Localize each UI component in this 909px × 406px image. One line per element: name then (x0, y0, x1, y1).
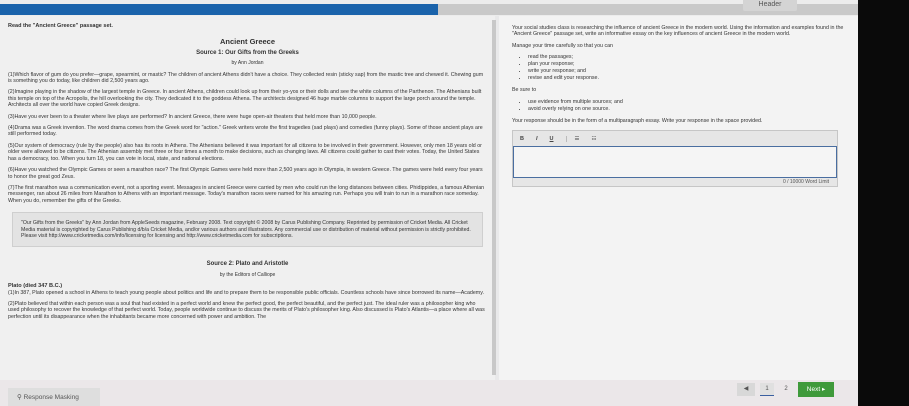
instruction: Read the "Ancient Greece" passage set. (8, 23, 113, 29)
list-item: • revise and edit your response. (528, 75, 845, 81)
source2-title: Source 2: Plato and Aristotle (206, 261, 289, 268)
mask-icon: ⚲ (17, 394, 24, 401)
response-masking-label: Response Masking (23, 394, 79, 401)
response-textarea[interactable] (513, 146, 837, 178)
list-item: • write your response; and (528, 68, 845, 74)
bulleted-list-icon[interactable]: ☰ (566, 136, 580, 142)
editor-toolbar (513, 131, 837, 146)
source2-byline: by the Editors of Calliope (219, 271, 276, 278)
paragraph: (2)Imagine playing in the shadow of the largest temple in Greece. In ancient Athens, children could look up from their yo-yos or their dolls and see the white columns of the Parthenon. The Athenians built this temple on top of the Acropolis, the hill overlooking the city. They dedicated it to the goddess Athena. The architects designed 46 huge marble columns to support the large porch around the temple. Architects all over the world have copied Greek designs. (8, 89, 482, 109)
paragraph: (3)Have you ever been to a theater where live plays are performed? In ancient Greece, there were huge open-air theaters that held more than 10,000 people. (8, 113, 377, 120)
paragraph: (1)In 387, Plato opened a school in Athens to teach young people about politics and life and to prepare them to be responsible public officials. Countless schools have since borrowed its name—Academy. (8, 289, 484, 296)
bold-button[interactable]: B (520, 135, 524, 142)
paragraph: (4)Drama was a Greek invention. The word drama comes from the Greek word for "action." Greek writers wrote the first tragedies (sad plays) and comedies (funny plays). Some of those ancient plays are still performed today. (8, 125, 483, 138)
prompt-intro: Your social studies class is researching the influence of ancient Greece in the modern world. Using the information and examples found in the "Ancient Greece" passage set, write an informative essay on the key influences of ancient Greece in the modern world. (512, 25, 844, 38)
list-item: • read the passages; (528, 54, 845, 60)
list-item: • use evidence from multiple sources; and (528, 99, 845, 105)
word-count: 0 / 10000 Word Limit (782, 179, 829, 186)
be-sure-text: Be sure to (512, 87, 537, 94)
be-sure-list (528, 99, 845, 112)
paragraph: (5)Our system of democracy (rule by the people) also has its roots in Athens. The Athenians believed it was important for all citizens to be involved in their government. However, only men 18 years old or older were allowed to be citizens. The Athenian assembly met three or four times a month to make decisions, such as changing laws. All citizens could gather to cast their votes. Today, the United States has a democracy, too. When you turn 18, you can vote in local, state, and national elections. (8, 142, 482, 162)
paragraph: (6)Have you watched the Olympic Games or seen a marathon race? The first Olympic Games were held more than 2,500 years ago in Olympia, in western Greece. The games were held every four years to honor the great god Zeus. (8, 167, 483, 180)
paragraph: (1)Which flavor of gum do you prefer—grape, spearmint, or mastic? The children of ancient Athens didn't have a choice. They collected resin (sticky sap) from the mastic tree and chewed it. Chewing gum is something you do today, like children did 2,500 years ago. (8, 71, 484, 85)
response-editor (512, 130, 838, 187)
list-item: • plan your response; (528, 61, 845, 67)
next-button[interactable]: Next ▸ (798, 382, 834, 397)
numbered-list-icon[interactable]: ☷ (591, 135, 597, 142)
response-masking-button[interactable] (8, 388, 100, 406)
progress-bar (0, 4, 858, 15)
source1-title: Source 1: Our Gifts from the Greeks (196, 49, 299, 56)
prompt-pane (499, 16, 858, 380)
citation-box: "Our Gifts from the Greeks" by Ann Jordan from AppleSeeds magazine, February 2008. Text copyright © 2008 by Carus Publishing Company. Reprinted by permission of Cricket Media. All Cricket Media material is copyrighted by Carus Publishing d/b/a Cricket Media, and/or various authors and illustrators. Any commercial use or distribution of material without permission is strictly prohibited. Please visit http://www.cricketmedia.com/info/licensing for licensing and http://www.cricketmedia.com for subscriptions. (12, 212, 483, 247)
manage-list (528, 54, 845, 81)
page-2-button[interactable]: 2 (784, 386, 788, 392)
top-bar (0, 0, 858, 16)
previous-page-button[interactable]: ◀ (737, 383, 755, 396)
progress-fill (0, 4, 438, 15)
header-button[interactable]: Header (743, 0, 797, 11)
passage-title: Ancient Greece (219, 37, 276, 47)
paragraph: (2)Plato believed that within each person was a soul that had existed in a perfect world and knew the perfect good, the perfect beautiful, and the perfect just. The ideal ruler was a philosopher king who used philosophy to recover the knowledge of that perfect world. Today, people worldwide continue to discuss the merits of Plato's philosopher king. Also discussed is Plato's Atlantis—a place where all was perfection until its disappearance when the inhabitants became more concerned with power and ambition. The (8, 300, 485, 320)
paragraph: (7)The first marathon was a communication event, not a sporting event. Messages in ancient Greece were carried by men who could run the long distances between cities. Phidippides, a famous Athenian messenger, ran about 26 miles from Marathon to Athens with an important message. Today's marathon races were named for his amazing run. Perhaps you will train to run in a marathon race someday. When you do, remember the gifts of the Greeks. (8, 184, 485, 204)
italic-button[interactable]: I (535, 135, 538, 142)
form-text: Your response should be in the form of a multiparagraph essay. Write your response in the space provided. (512, 118, 763, 125)
passage-pane (0, 16, 495, 380)
pagination (737, 382, 834, 397)
source1-byline: by Ann Jordan (231, 60, 264, 67)
screen-edge (858, 0, 909, 406)
manage-text: Manage your time carefully so that you can (512, 42, 613, 49)
footer (0, 380, 858, 406)
section-heading: Plato (died 347 B.C.) (8, 283, 63, 290)
passage-scrollbar[interactable] (492, 20, 496, 375)
underline-button[interactable]: U (549, 135, 554, 142)
list-item: • avoid overly relying on one source. (528, 106, 845, 112)
page-1-button[interactable]: 1 (760, 383, 774, 396)
